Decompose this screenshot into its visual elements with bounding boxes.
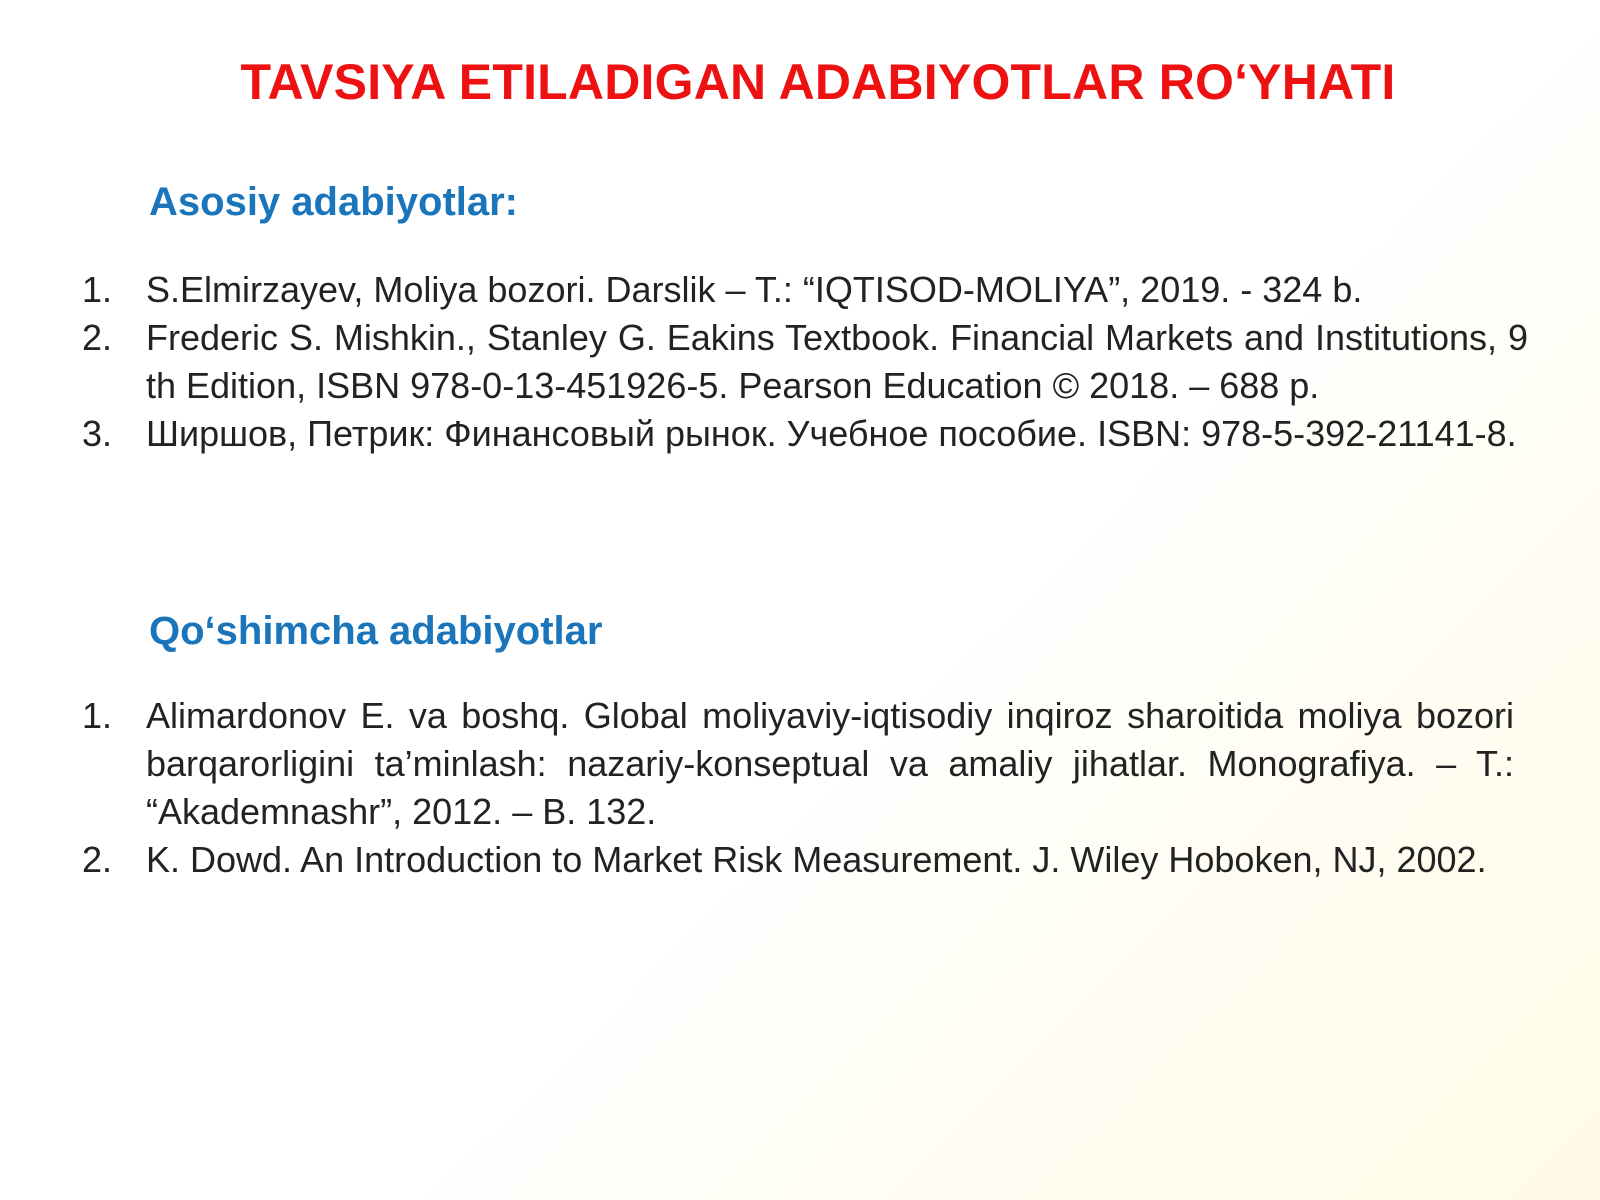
- list-item-number: 1.: [82, 269, 113, 310]
- list-item: [82, 836, 1514, 884]
- list-item-number: 2.: [82, 839, 113, 880]
- list-item-text: K. Dowd. An Introduction to Market Risk Measurement. J. Wiley Hoboken, NJ, 2002.: [146, 839, 1487, 880]
- list-item-number: 3.: [82, 413, 113, 454]
- section-heading-extra: Qo‘shimcha adabiyotlar: [149, 609, 603, 653]
- list-item-number: 1.: [82, 695, 113, 736]
- list-item-text: Ширшов, Петрик: Финансовый рынок. Учебное пособие. ISBN: 978-5-392-21141-8.: [146, 413, 1517, 454]
- list-item: [82, 314, 1528, 410]
- reference-list-main: [82, 266, 1528, 458]
- list-item: [82, 692, 1514, 836]
- list-item-text: S.Elmirzayev, Moliya bozori. Darslik – T.: “IQTISOD-MOLIYA”, 2019. - 324 b.: [146, 269, 1363, 310]
- list-item-text: Alimardonov E. va boshq. Global moliyaviy-iqtisodiy inqiroz sharoitida moliya bozori barqarorligini ta’minlash: nazariy-konseptual va amaliy jihatlar. Monografiya. – T.: “Akademnashr”, 2012. – B. 132.: [146, 695, 1514, 832]
- section-heading-main: Asosiy adabiyotlar:: [149, 180, 519, 224]
- page-title: TAVSIYA ETILADIGAN ADABIYOTLAR RO‘YHATI: [240, 54, 1396, 110]
- list-item-number: 2.: [82, 317, 113, 358]
- list-item: [82, 266, 1528, 314]
- list-item: [82, 410, 1528, 458]
- reference-list-extra: [82, 692, 1514, 884]
- list-item-text: Frederic S. Mishkin., Stanley G. Eakins Textbook. Financial Markets and Institutions, 9 th Edition, ISBN 978-0-13-451926-5. Pearson Education © 2018. – 688 p.: [146, 317, 1528, 406]
